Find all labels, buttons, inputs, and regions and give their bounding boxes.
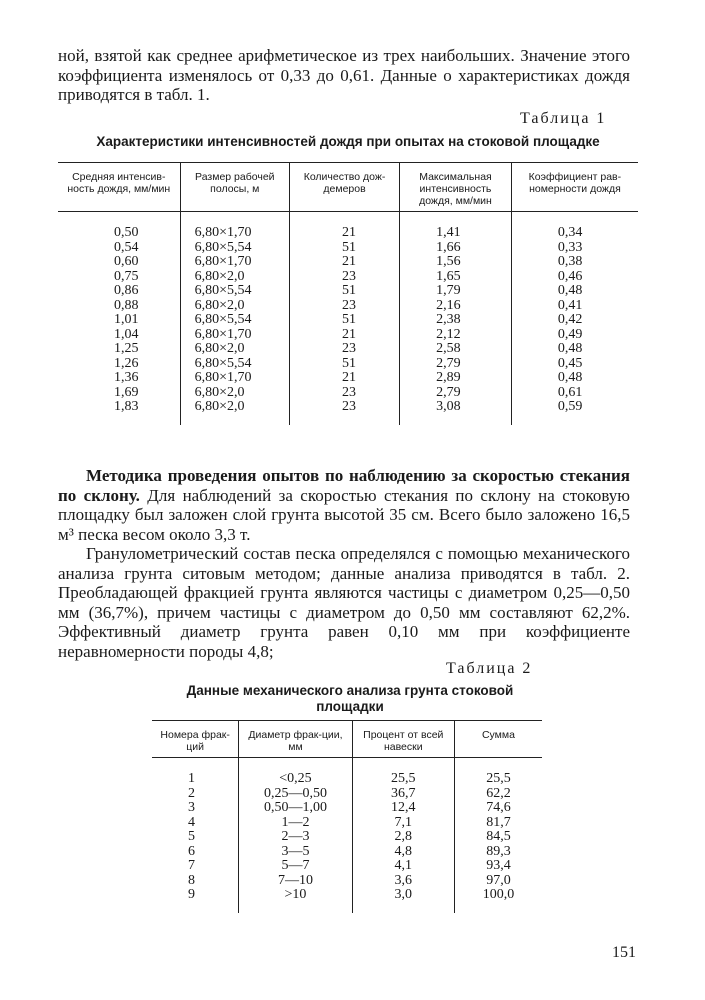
table2-cell: 2,8 — [352, 830, 454, 845]
table1-cell: 6,80×5,54 — [180, 241, 289, 256]
table2-header-cell: Диаметр фрак-ции, мм — [239, 721, 352, 758]
table1-row — [58, 299, 638, 314]
table1-header-cell: Размер рабочей полосы, м — [180, 163, 289, 212]
table1-row — [58, 357, 638, 372]
table2-header-cell: Сумма — [454, 721, 542, 758]
table1-label: Таблица 1 — [520, 110, 607, 127]
table2-row — [152, 845, 542, 860]
table1-cell: 6,80×2,0 — [180, 299, 289, 314]
method-text: Для наблюдений за скоростью стекания по склону на стоковую площадку был заложен слой грунта высотой 35 см. Всего было заложено 16,5 м³ песка весом около 3,3 т. — [58, 485, 630, 544]
table1-header-cell: Коэффициент рав-номерности дождя — [511, 163, 638, 212]
table2-cell: 4,1 — [352, 859, 454, 874]
table2-cell: 4 — [188, 814, 195, 830]
table1-cell: 0,75 — [114, 268, 139, 284]
table1-cell: 2,38 — [400, 313, 512, 328]
table1-cell: 0,48 — [511, 284, 638, 299]
table2-row — [152, 787, 542, 802]
table1-cell: 6,80×1,70 — [180, 255, 289, 270]
table2-cell: 97,0 — [454, 874, 542, 889]
table2-cell: 81,7 — [454, 816, 542, 831]
table1-cell: 23 — [290, 386, 400, 401]
table1-cell: 6,80×5,54 — [180, 313, 289, 328]
table1-cell: 1,01 — [114, 312, 139, 327]
table2-cell: 12,4 — [352, 801, 454, 816]
table2-cell: 100,0 — [454, 888, 542, 913]
table2-title: Данные механического анализа грунта стоковой площадки — [186, 683, 514, 714]
table1-cell: 1,79 — [400, 284, 512, 299]
table1 — [58, 162, 638, 425]
table1-cell: 6,80×2,0 — [180, 342, 289, 357]
table1-cell: 0,46 — [511, 270, 638, 285]
table1-cell: 1,69 — [114, 384, 139, 400]
table2-cell: 25,5 — [352, 758, 454, 787]
table2-cell: 5—7 — [239, 859, 352, 874]
table1-cell: 21 — [290, 328, 400, 343]
table2-row — [152, 758, 542, 787]
table1-row — [58, 371, 638, 386]
table2-cell: 0,50—1,00 — [239, 801, 352, 816]
table1-row — [58, 342, 638, 357]
table1-row — [58, 400, 638, 425]
granulometry-paragraph: Гранулометрический состав песка определялся с помощью механического анализа грунта ситовым методом; данные анализа приводятся в табл. 2. Преобладающей фракцией грунта являются частицы с диаметром 0,25—0,50 мм (36,7%), причем частицы с диаметром до 0,50 мм составляют 62,2%. Эффективный диаметр грунта равен 0,10 мм при коэффициенте неравномерности породы 4,8; — [58, 544, 630, 661]
table2-label: Таблица 2 — [446, 660, 533, 677]
table1-header-row — [58, 163, 638, 212]
table1-cell: 0,88 — [114, 297, 139, 313]
table1-cell: 0,45 — [511, 357, 638, 372]
table2-cell: 4,8 — [352, 845, 454, 860]
table1-cell: 51 — [290, 357, 400, 372]
table2-cell: 5 — [188, 829, 195, 844]
table1-cell: 2,58 — [400, 342, 512, 357]
table1-cell: 2,16 — [400, 299, 512, 314]
table1-cell: 2,79 — [400, 386, 512, 401]
table1-cell: 6,80×2,0 — [180, 386, 289, 401]
table1-cell: 0,48 — [511, 371, 638, 386]
table2-cell: 7,1 — [352, 816, 454, 831]
table1-row — [58, 313, 638, 328]
table2-row — [152, 801, 542, 816]
table1-cell: 23 — [290, 342, 400, 357]
page-number: 151 — [612, 944, 636, 961]
table1-cell: 0,49 — [511, 328, 638, 343]
table2-cell: 3 — [188, 800, 195, 815]
table2-cell: 8 — [188, 872, 195, 888]
table1-cell: 0,59 — [511, 400, 638, 425]
table2-cell: 84,5 — [454, 830, 542, 845]
table2-row — [152, 888, 542, 913]
table1-cell: 1,56 — [400, 255, 512, 270]
table1-cell: 6,80×2,0 — [180, 400, 289, 425]
table2-header-cell: Процент от всей навески — [352, 721, 454, 758]
table2-cell: >10 — [239, 888, 352, 913]
table1-cell: 23 — [290, 400, 400, 425]
table1-cell: 1,41 — [400, 212, 512, 241]
table1-cell: 0,34 — [511, 212, 638, 241]
table1-cell: 0,33 — [511, 241, 638, 256]
table2-cell: 2—3 — [239, 830, 352, 845]
intro-paragraph: ной, взятой как среднее арифметическое из трех наибольших. Значение этого коэффициента изменялось от 0,33 до 0,61. Данные о характеристиках дождя приводятся в табл. 1. — [58, 46, 630, 104]
table1-cell: 0,50 — [114, 225, 139, 240]
table2-cell: 93,4 — [454, 859, 542, 874]
table1-cell: 21 — [290, 212, 400, 241]
table1-cell: 0,38 — [511, 255, 638, 270]
table2-cell: 1 — [188, 771, 195, 786]
table1-cell: 51 — [290, 241, 400, 256]
table1-cell: 1,83 — [114, 399, 139, 414]
table1-cell: 1,26 — [114, 355, 139, 371]
table1-cell: 6,80×1,70 — [180, 371, 289, 386]
table1-cell: 6,80×1,70 — [180, 328, 289, 343]
table2-cell: 36,7 — [352, 787, 454, 802]
table2-cell: 3,0 — [352, 888, 454, 913]
table1-cell: 6,80×5,54 — [180, 284, 289, 299]
table1-cell: 51 — [290, 313, 400, 328]
table2-cell: <0,25 — [239, 758, 352, 787]
table2-row — [152, 816, 542, 831]
table1-header-cell: Максимальная интенсивность дождя, мм/мин — [400, 163, 512, 212]
table1-header-cell: Средняя интенсив-ность дождя, мм/мин — [58, 163, 180, 212]
table2-cell: 3—5 — [239, 845, 352, 860]
table1-row — [58, 270, 638, 285]
table1-cell: 23 — [290, 270, 400, 285]
method-paragraph — [58, 466, 630, 544]
table2-cell: 2 — [188, 785, 195, 801]
table2-header-cell: Номера фрак-ций — [152, 721, 239, 758]
table2-cell: 9 — [188, 887, 195, 902]
table2-cell: 0,25—0,50 — [239, 787, 352, 802]
table1-cell: 0,48 — [511, 342, 638, 357]
table1-cell: 1,66 — [400, 241, 512, 256]
table2-body — [152, 758, 542, 913]
table1-cell: 0,60 — [114, 254, 139, 269]
table1-cell: 21 — [290, 371, 400, 386]
table1-body — [58, 212, 638, 425]
table2 — [152, 720, 542, 913]
table1-cell: 51 — [290, 284, 400, 299]
table2-cell: 25,5 — [454, 758, 542, 787]
table1-cell: 1,36 — [114, 370, 139, 385]
table1-cell: 2,89 — [400, 371, 512, 386]
table1-row — [58, 212, 638, 241]
table1-row — [58, 386, 638, 401]
table1-cell: 6,80×2,0 — [180, 270, 289, 285]
table2-cell: 89,3 — [454, 845, 542, 860]
table2-cell: 3,6 — [352, 874, 454, 889]
table1-cell: 0,42 — [511, 313, 638, 328]
table1-cell: 21 — [290, 255, 400, 270]
table2-cell: 7 — [188, 858, 195, 873]
table2-row — [152, 859, 542, 874]
table1-cell: 0,41 — [511, 299, 638, 314]
table2-row — [152, 874, 542, 889]
table2-row — [152, 830, 542, 845]
method-heading: Методика проведения опытов по наблюдению за скоростью стекания по склону. — [58, 466, 630, 505]
table2-cell: 1—2 — [239, 816, 352, 831]
table1-cell: 6,80×1,70 — [180, 212, 289, 241]
table1-header-cell: Количество дож-демеров — [290, 163, 400, 212]
table2-cell: 6 — [188, 843, 195, 859]
table1-cell: 2,79 — [400, 357, 512, 372]
table1-row — [58, 241, 638, 256]
table2-cell: 7—10 — [239, 874, 352, 889]
table2-header-row — [152, 721, 542, 758]
table1-row — [58, 284, 638, 299]
table1-row — [58, 328, 638, 343]
table1-cell: 0,54 — [114, 239, 139, 255]
table1-cell: 6,80×5,54 — [180, 357, 289, 372]
table1-row — [58, 255, 638, 270]
table1-cell: 23 — [290, 299, 400, 314]
table1-cell: 1,04 — [114, 326, 139, 342]
table2-cell: 62,2 — [454, 787, 542, 802]
table2-cell: 74,6 — [454, 801, 542, 816]
table1-cell: 0,61 — [511, 386, 638, 401]
table1-title: Характеристики интенсивностей дождя при опытах на стоковой площадке — [96, 134, 600, 149]
table1-cell: 3,08 — [400, 400, 512, 425]
table1-cell: 2,12 — [400, 328, 512, 343]
table1-cell: 0,86 — [114, 283, 139, 298]
table1-cell: 1,65 — [400, 270, 512, 285]
table1-cell: 1,25 — [114, 341, 139, 356]
